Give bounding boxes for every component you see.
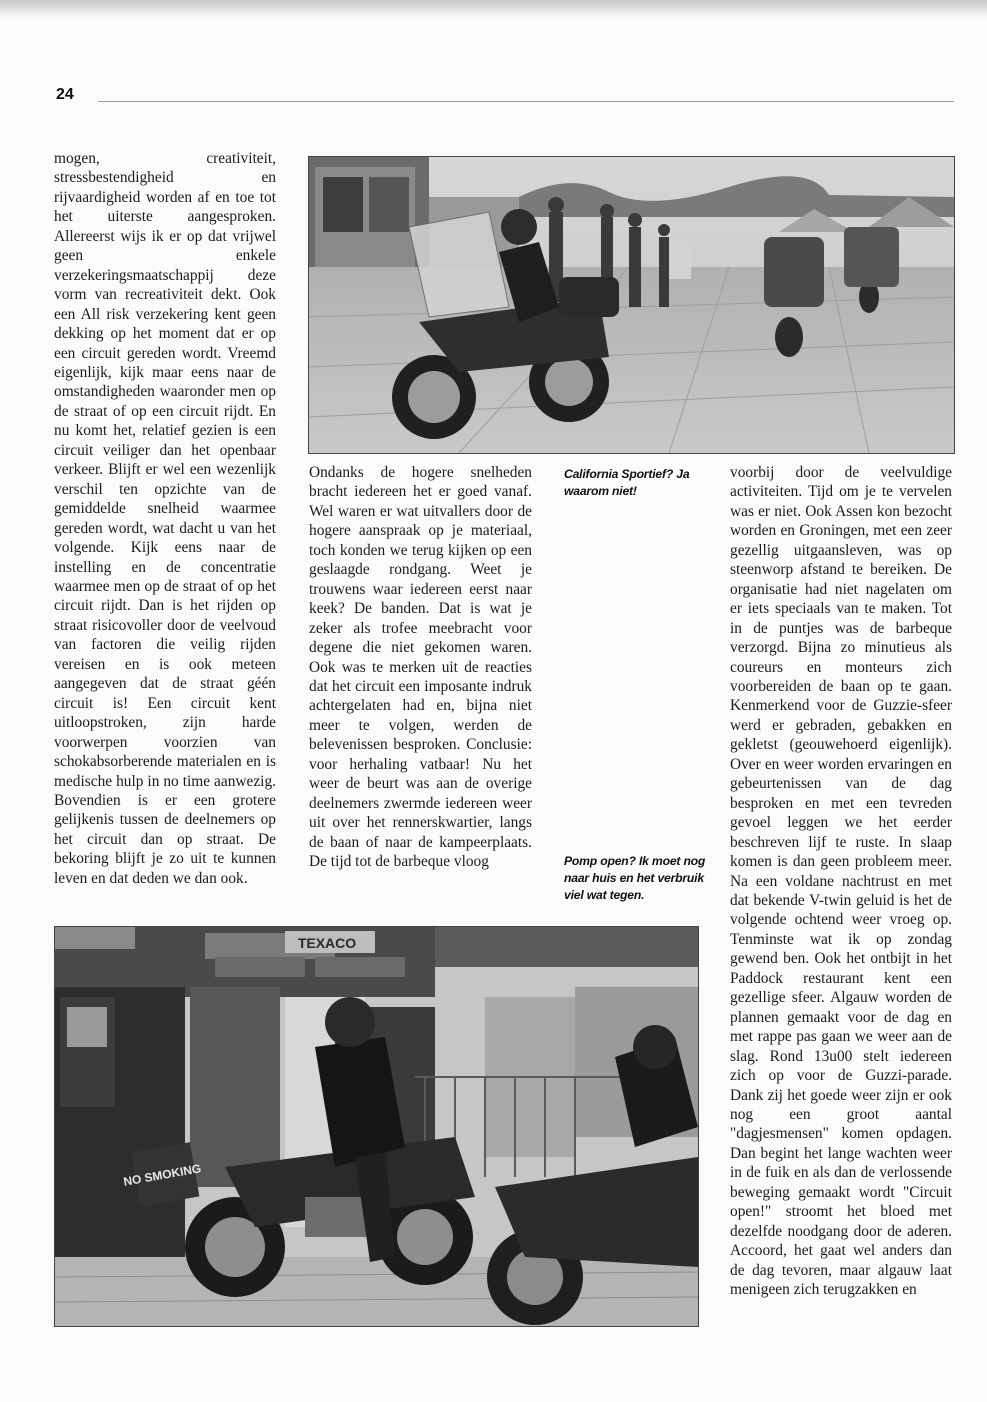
photo-paddock-riders	[308, 156, 955, 454]
photo-caption-top: California Sportief? Ja waarom niet!	[564, 467, 690, 498]
photo-fuel-station	[54, 926, 699, 1327]
article-column-2: Ondanks de hogere snelheden bracht iedereen het er goed vanaf. Wel waren er wat uitvallers door de hogere aanspraak op je materiaal, toch konden we terug kijken op een geslaagde rondgang. Weet je trouwens waar iedereen eerst naar keek? De banden. Dat is wat je zeker als trofee meebracht voor degene die niet gekomen waren. Ook was te merken uit de reacties dat het circuit een imposante indruk achtergelaten had en, bijna niet meer te volgen, werden de belevenissen besproken. Conclusie: voor herhaling vatbaar! Nu het weer de beurt was aan de overige deelnemers zwermde iedereen weer uit over het rennerskwartier, langs de baan of naar de kampeerplaats. De tijd tot de barbeque vloog	[309, 464, 532, 871]
page-number: 24	[56, 86, 74, 103]
scan-top-edge	[0, 0, 987, 18]
article-column-1: mogen, creativiteit, stressbestendigheid en rijvaardigheid worden af en toe tot het uiterste aangesproken. Allereerst wijs ik er op dat vrijwel geen enkele verzekeringsmaatschappij deze vorm van recreativiteit dekt. Ook een All risk verzekering kent geen dekking op het moment dat er op een circuit gereden wordt. Vreemd eigenlijk, kijk maar eens naar de omstandigheden waaronder men op de straat of op een circuit rijdt. En nu komt het, relatief gezien is een circuit veiliger dan het openbaar verkeer. Blijft er wel een wezenlijk verschil ten opzichte van de gemiddelde snelheid waarmee gereden wordt, wat dacht u van het volgende. Kijk eens naar de instelling en de concentratie waarmee men op de straat of op het circuit rijdt. Dan is het rijden op straat risicovoller door de veelvoud van factoren die veilig rijden vereisen en is ook meteen aangegeven dat de straat géén circuit is! Een circuit kent uitloopstroken, zijn harde voorwerpen voorzien van schokabsorberende materialen en is medische hulp in no time aanwezig. Bovendien is er een grotere gelijkenis tussen de deelnemers op het circuit dan op straat. De bekoring blijft je zo uit te kunnen leven en dat deden we dan ook.	[54, 150, 276, 887]
header-rule	[98, 101, 954, 102]
texaco-sign: TEXACO	[297, 935, 357, 951]
photo-caption-bottom: Pomp open? Ik moet nog naar huis en het verbruik viel wat tegen.	[564, 854, 706, 902]
no-smoking-sign: NO SMOKING	[122, 1161, 203, 1189]
article-column-4: voorbij door de veelvuldige activiteiten. Tijd om je te vervelen was er niet. Ook Assen kon bezocht worden en Groningen, met een zeer gezellig uitgaansleven, was op steenworp afstand te bereiken. De organisatie had niet nagelaten om er iets speciaals van te maken. Tot in de puntjes was de barbeque verzorgd. Bijna zo minutieus als coureurs en monteurs zich voorbereiden de baan op te gaan. Kenmerkend voor de Guzzie-sfeer werd er gebraden, gebakken en gekletst (geouwehoerd eigenlijk). Over en weer worden ervaringen en gebeurtenissen van de dag besproken en met een tevreden gevoel leggen we het eerder beschreven lijf te ruste. In slaap komen is dan geen probleem meer. Na een voldane nachtrust en met dat bekende V-twin geluid is het de volgende ochtend weer vroeg op. Tenminste wat ik op zondag gewend ben. Ook het ontbijt in het Paddock restaurant kent een gezellige sfeer. Algauw worden de plannen gemaakt voor de dag en met rappe pas gaan we weer aan de slag. Rond 13u00 stelt iedereen zich op voor de Guzzi-parade. Dank zij het goede weer zijn er ook nog een groot aantal "dagjesmensen" komen opdagen. Dan begint het lange wachten weer in de fuik en als dan de verlossende beweging gemaakt wordt "Circuit open!" stroomt het bloed met dezelfde noodgang door de aderen. Accoord, het gaat wel anders dan de dag tevoren, maar algauw laat menigeen zich terugzakken en	[730, 464, 952, 1299]
